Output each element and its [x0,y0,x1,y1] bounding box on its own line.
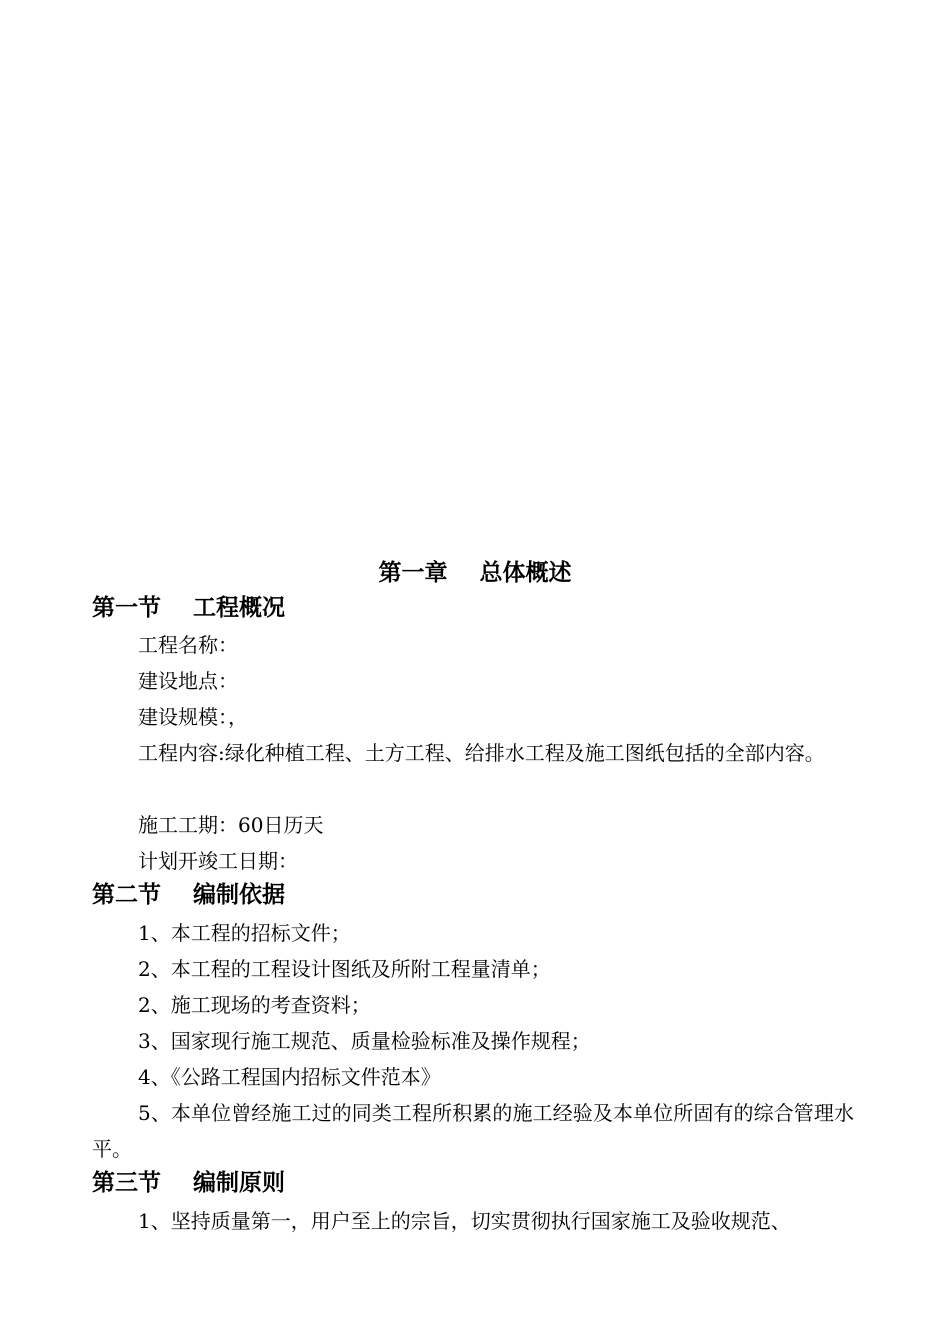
section-title-3: 第三节 编制原则 [92,1170,286,1196]
paragraph: 计划开竣工日期： [138,849,298,873]
paragraph: 施工工期：60日历天 [138,813,324,837]
paragraph: 工程内容:绿化种植工程、土方工程、给排水工程及施工图纸包括的全部内容。 [138,741,825,765]
paragraph: 建设规模：， [138,705,248,729]
section-title-1: 第一节 工程概况 [92,595,286,621]
paragraph: 3、国家现行施工规范、质量检验标准及操作规程； [138,1029,591,1053]
paragraph: 2、施工现场的考查资料； [138,993,371,1017]
paragraph: 1、坚持质量第一，用户至上的宗旨，切实贯彻执行国家施工及验收规范、 [138,1209,791,1233]
paragraph: 1、本工程的招标文件； [138,921,351,945]
paragraph: 4、《公路工程国内招标文件范本》 [138,1065,441,1089]
paragraph: 工程名称： [138,633,238,657]
chapter-title: 第一章 总体概述 [378,560,572,586]
paragraph: 建设地点： [138,669,238,693]
section-title-2: 第二节 编制依据 [92,882,286,908]
paragraph: 5、本单位曾经施工过的同类工程所积累的施工经验及本单位所固有的综合管理水平。 [92,1101,854,1161]
paragraph: 2、本工程的工程设计图纸及所附工程量清单； [138,957,551,981]
